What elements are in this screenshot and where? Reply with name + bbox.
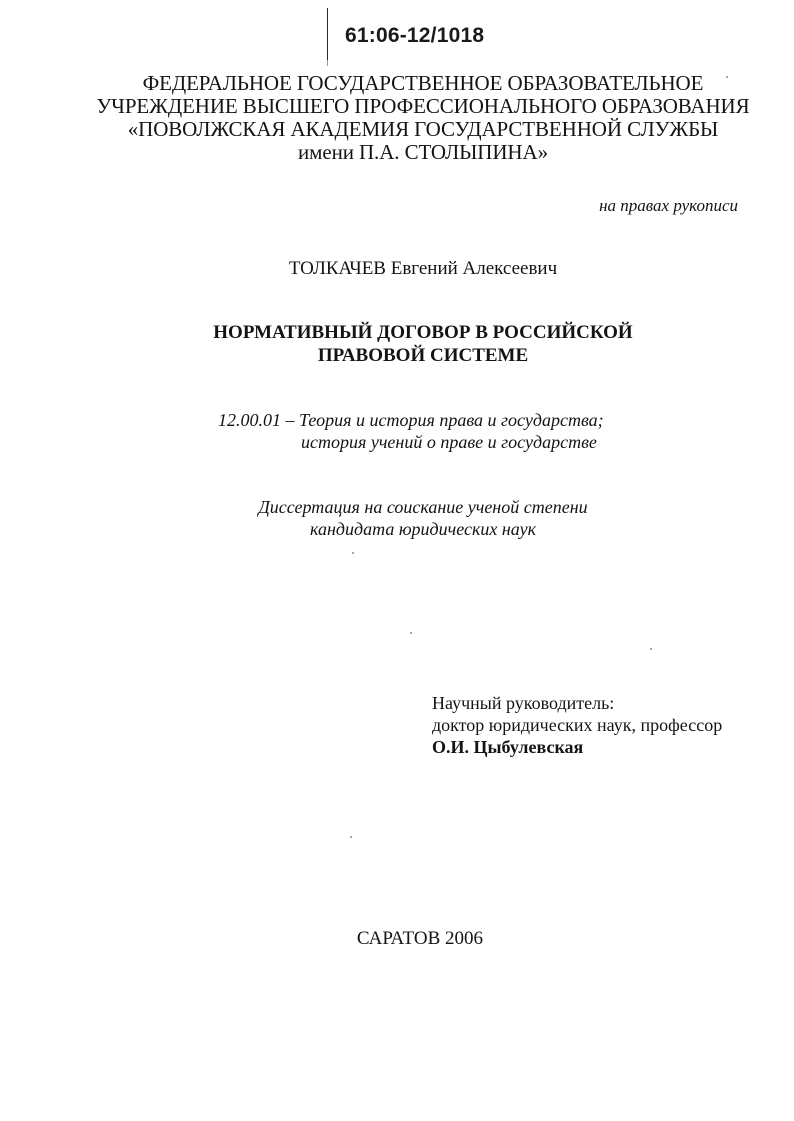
author-name: ТОЛКАЧЕВ Евгений Алексеевич — [288, 258, 558, 279]
institution-header — [0, 72, 794, 164]
catalog-code: 61:06-12/1018 — [345, 24, 485, 47]
scan-speck — [410, 632, 412, 634]
degree-line: Диссертация на соискание ученой степени — [258, 497, 588, 517]
supervisor-credentials: доктор юридических наук, профессор — [432, 715, 723, 735]
city-year: САРАТОВ 2006 — [356, 928, 484, 949]
institution-line: УЧРЕЖДЕНИЕ ВЫСШЕГО ПРОФЕССИОНАЛЬНОГО ОБРАЗОВАНИЯ — [96, 94, 750, 118]
scan-speck — [350, 836, 352, 838]
specialty-code-line: 12.00.01 – Теория и история права и государства; — [218, 410, 604, 430]
thesis-title-line: ПРАВОВОЙ СИСТЕМЕ — [317, 345, 529, 366]
thesis-title-line: НОРМАТИВНЫЙ ДОГОВОР В РОССИЙСКОЙ — [213, 322, 633, 343]
scan-speck — [726, 76, 728, 78]
degree-statement — [0, 496, 794, 540]
scan-speck — [352, 552, 354, 554]
thesis-title — [0, 321, 794, 367]
scan-edge-tick — [327, 60, 328, 66]
specialty-continuation-line: история учений о праве и государстве — [301, 432, 597, 452]
manuscript-note: на правах рукописи — [599, 196, 738, 215]
institution-line: имени П.А. СТОЛЫПИНА» — [298, 140, 548, 164]
scan-speck — [650, 648, 652, 650]
supervisor-name: О.И. Цыбулевская — [432, 737, 584, 757]
institution-line: ФЕДЕРАЛЬНОЕ ГОСУДАРСТВЕННОЕ ОБРАЗОВАТЕЛЬНОЕ — [142, 71, 704, 95]
supervisor-label: Научный руководитель: — [432, 693, 615, 713]
institution-line: «ПОВОЛЖСКАЯ АКАДЕМИЯ ГОСУДАРСТВЕННОЙ СЛУЖБЫ — [127, 117, 719, 141]
degree-line: кандидата юридических наук — [310, 519, 536, 539]
supervisor-block — [432, 692, 722, 758]
scan-edge-line — [327, 8, 328, 60]
